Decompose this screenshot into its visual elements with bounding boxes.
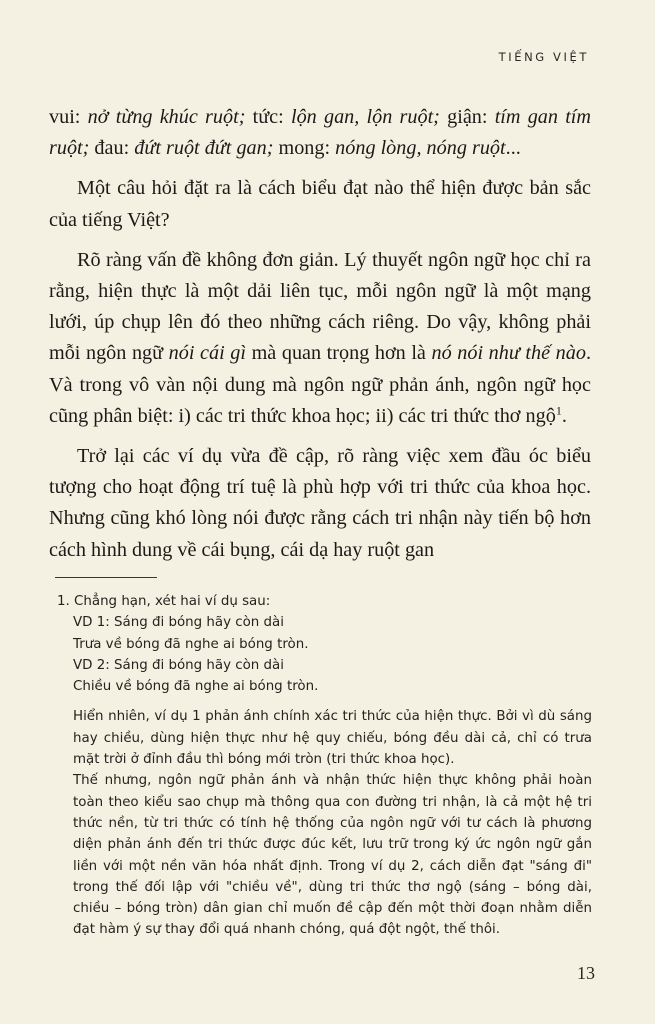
text-span: Rõ ràng vấn đề không đơn giản. Lý thuyết ngôn ngữ học chỉ ra rằng, hiện thực là một dải liên tục, mỗi ngôn ngữ là một mạng lưới, úp chụp lên đó theo những cách riêng. Do vậy, không phải mỗi ngôn ngữ [49, 248, 591, 365]
footnote-divider [55, 577, 157, 578]
footnote-block [57, 591, 592, 941]
footnote-example-line: Chiều về bóng đã nghe ai bóng tròn. [73, 679, 319, 695]
italic-phrase: nó nói như thế nào [431, 342, 586, 365]
footnote-spacer [57, 697, 592, 706]
footnote-reference: 1 [555, 403, 562, 418]
paragraph-theory [49, 245, 591, 432]
text-span: mong: [273, 137, 336, 160]
italic-phrase: nói cái gì [168, 342, 247, 365]
footnote-paragraph: Hiển nhiên, ví dụ 1 phản ánh chính xác tri thức của hiện thực. Bởi vì dù sáng hay chiều, dùng hiện thực như hệ quy chiếu, bóng đều dài cả, chỉ có trưa mặt trời ở đỉnh đầu thì bóng mới tròn (tri thức khoa học). [73, 709, 592, 768]
text-span: vui: [49, 106, 88, 128]
footnote-lead: 1. Chẳng hạn, xét hai ví dụ sau: [57, 594, 271, 609]
page-number: 13 [577, 963, 595, 983]
italic-example: lộn gan, lộn ruột; [290, 106, 440, 128]
text-span: . [561, 404, 567, 427]
italic-example: đứt ruột đứt gan; [134, 137, 274, 160]
italic-example: tím gan tím ruột; [49, 106, 591, 160]
footnote-paragraph: Thế nhưng, ngôn ngữ phản ánh và nhận thức hiện thực không phải hoàn toàn theo kiểu sao chụp mà thông qua con đường tri nhận, là cả một hệ tri thức nền, từ tri thức có tính hệ thống của ngôn ngữ với tư cách là phương diện phản ánh đến tri thức được đúc kết, lưu trữ trong ký ức ngôn ngữ gắn liền với một nền văn hóa nhất định. Trong ví dụ 2, cách diễn đạt "sáng đi" trong thế đối lập với "chiều về", dùng tri thức thơ ngộ (sáng – bóng dài, chiều – bóng tròn) dân gian chỉ muốn đề cập đến một thời đoạn nhằm diễn đạt hàm ý sự thay đổi quá nhanh chóng, quá đột ngột, thế thôi. [73, 773, 592, 938]
text-span: ... [505, 137, 521, 160]
text-span: tức: [245, 106, 291, 128]
running-head: TIẾNG VIỆT [498, 50, 589, 64]
paragraph-examples: Trở lại các ví dụ vừa đề cập, rõ ràng việc xem đầu óc biểu tượng cho hoạt động trí tuệ là phù hợp với tri thức của khoa học. Nhưng cũng khó lòng nói được rằng cách tri nhận này tiến bộ hơn cách hình dung về cái bụng, cái dạ hay ruột gan [49, 445, 591, 561]
text-span: đau: [89, 137, 135, 160]
footnote-example-line: Trưa về bóng đã nghe ai bóng tròn. [73, 636, 309, 652]
italic-example: nóng lòng, nóng ruột [335, 137, 506, 160]
text-span: giận: [439, 106, 495, 128]
footnote-example-line: VD 2: Sáng đi bóng hãy còn dài [73, 657, 284, 673]
text-span: mà quan trọng hơn là [246, 342, 432, 365]
paragraph-continued [49, 102, 591, 164]
text-span: . Và trong vô vàn nội dung mà ngôn ngữ phản ánh, ngôn ngữ học cũng phân biệt: i) các tri thức khoa học; ii) các tri thức thơ ngộ [49, 342, 591, 427]
paragraph-question: Một câu hỏi đặt ra là cách biểu đạt nào thể hiện được bản sắc của tiếng Việt? [49, 177, 591, 231]
body-text [49, 102, 591, 575]
italic-example: nở từng khúc ruột; [87, 106, 246, 128]
footnote-example-line: VD 1: Sáng đi bóng hãy còn dài [73, 615, 284, 631]
